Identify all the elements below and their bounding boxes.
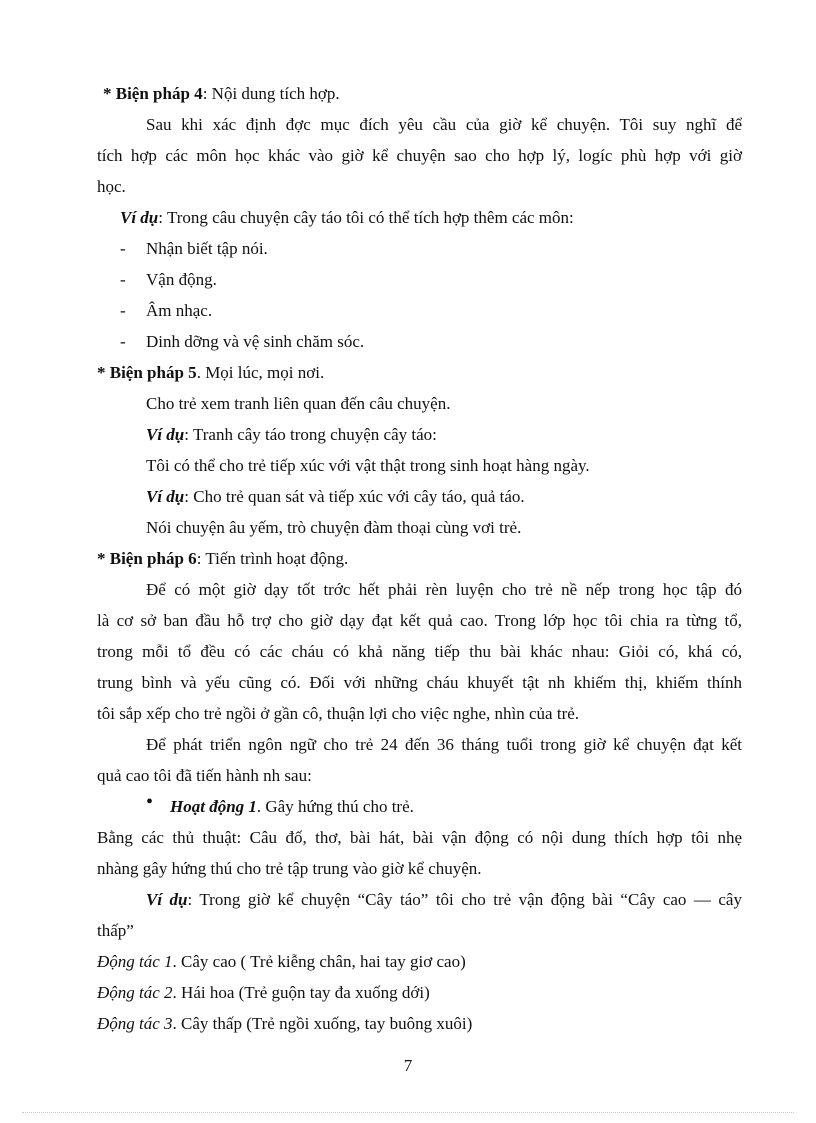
example-line: Ví dụ: Trong giờ kể chuyện “Cây táo” tôi cho trẻ vận động bài “Cây cao — cây	[146, 890, 742, 909]
list-dash: -	[120, 301, 126, 320]
movement-line: Động tác 1. Cây cao ( Trẻ kiễng chân, hai tay giơ cao)	[97, 952, 466, 971]
activity-heading: Hoạt động 1. Gây hứng thú cho trẻ.	[170, 797, 414, 816]
page-number: 7	[403, 1056, 413, 1075]
paragraph-line: Nói chuyện âu yếm, trò chuyện đàm thoại cùng vơi trẻ.	[146, 518, 522, 537]
heading-bien-phap-6: * Biện pháp 6: Tiến trình hoạt động.	[97, 549, 349, 568]
paragraph-line: tôi sắp xếp cho trẻ ngồi ở gần cô, thuận lợi cho việc nghe, nhìn của trẻ.	[97, 704, 580, 723]
list-dash: -	[120, 239, 126, 258]
paragraph-line: trong mỗi tổ đều có các cháu có khả năng tiếp thu bài khác nhau: Giỏi có, khá có,	[97, 642, 742, 661]
paragraph-line: học.	[97, 177, 126, 196]
paragraph-line: trung bình và yếu cũng có. Đối với những cháu khuyết tật nh khiếm thị, khiếm thính	[97, 673, 742, 692]
heading-bien-phap-5: * Biện pháp 5. Mọi lúc, mọi nơi.	[97, 363, 325, 382]
list-item: Nhận biết tập nói.	[146, 239, 268, 258]
movement-line: Động tác 3. Cây thấp (Trẻ ngồi xuống, tay buông xuôi)	[97, 1014, 473, 1033]
page-border-dotted	[22, 1112, 794, 1113]
example-line: Ví dụ: Trong câu chuyện cây táo tôi có thể tích hợp thêm các môn:	[120, 208, 574, 227]
paragraph-line: Tôi có thể cho trẻ tiếp xúc với vật thật trong sinh hoạt hàng ngày.	[146, 456, 590, 475]
paragraph-line: Để phát triển ngôn ngữ cho trẻ 24 đến 36 tháng tuổi trong giờ kể chuyện đạt kết	[146, 735, 742, 754]
paragraph-line: thấp”	[97, 921, 134, 940]
paragraph-line: tích hợp các môn học khác vào giờ kể chuyện sao cho hợp lý, logíc phù hợp với giờ	[97, 146, 742, 165]
movement-line: Động tác 2. Hái hoa (Trẻ guộn tay đa xuống dới)	[97, 983, 430, 1002]
paragraph-line: Bằng các thủ thuật: Câu đố, thơ, bài hát, bài vận động có nội dung thích hợp tôi nhẹ	[97, 828, 742, 847]
list-item: Vận động.	[146, 270, 217, 289]
paragraph-line: quả cao tôi đã tiến hành nh sau:	[97, 766, 312, 785]
paragraph-line: là cơ sở ban đầu hỗ trợ cho giờ dạy đạt kết quả cao. Trong lớp học tôi chia ra từng tổ,	[97, 611, 742, 630]
list-dash: -	[120, 332, 126, 351]
list-item: Dinh dỡng và vệ sinh chăm sóc.	[146, 332, 365, 351]
paragraph-line: Sau khi xác định đợc mục đích yêu cầu của giờ kể chuyện. Tôi suy nghĩ để	[146, 115, 742, 134]
paragraph-line: nhàng gây hứng thú cho trẻ tập trung vào giờ kể chuyện.	[97, 859, 482, 878]
paragraph-line: Để có một giờ dạy tốt trớc hết phải rèn luyện cho trẻ nề nếp trong học tập đó	[146, 580, 742, 599]
heading-bien-phap-4: * Biện pháp 4: Nội dung tích hợp.	[103, 84, 340, 103]
example-line: Ví dụ: Cho trẻ quan sát và tiếp xúc với cây táo, quả táo.	[146, 487, 525, 506]
example-line: Ví dụ: Tranh cây táo trong chuyện cây táo:	[146, 425, 437, 444]
list-item: Âm nhạc.	[146, 301, 213, 320]
list-dash: -	[120, 270, 126, 289]
paragraph-line: Cho trẻ xem tranh liên quan đến câu chuyện.	[146, 394, 451, 413]
bullet-icon: •	[146, 791, 154, 813]
